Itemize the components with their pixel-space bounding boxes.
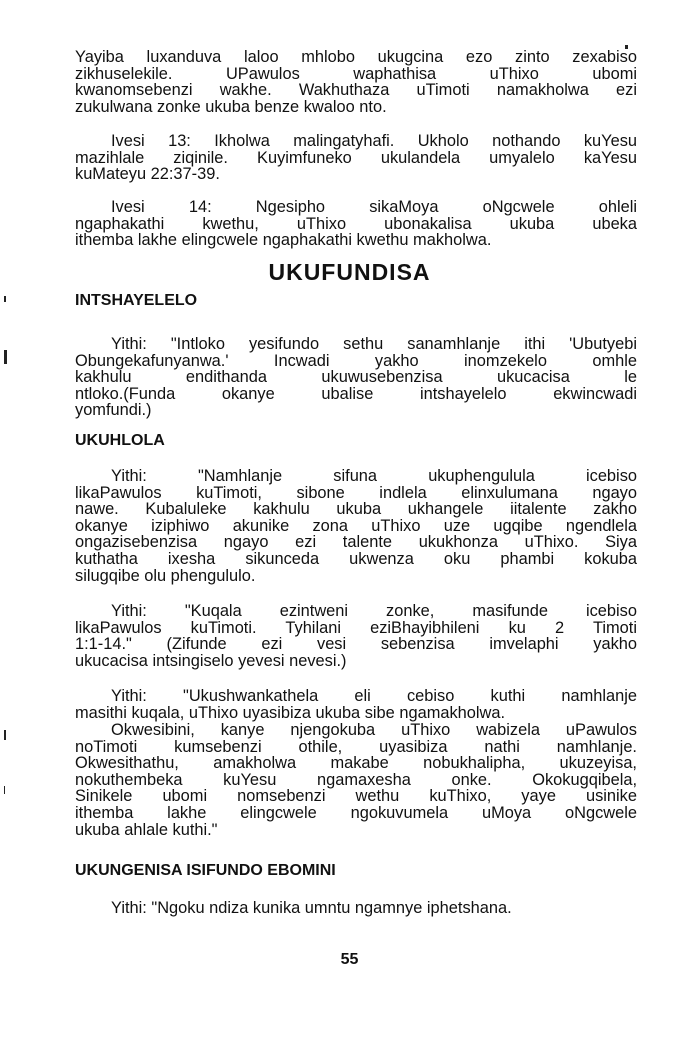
paragraph — [75, 468, 637, 584]
text-line: Okwesithathu, amakholwa makabe nobukhalipha, ukuzeyisa, — [75, 754, 637, 773]
text-line: nokuthembeka kuYesu ngamaxesha onke. Okokugqibela, — [75, 770, 637, 789]
paragraph-verse-13 — [75, 133, 637, 183]
section-title: UKUFUNDISA — [268, 259, 431, 285]
scan-margin-mark — [4, 730, 6, 740]
text-line: kwanomsebenzi wakhe. Wakhuthaza uTimoti namakholwa ezi — [75, 81, 637, 100]
text-line: Ivesi 14: Ngesipho sikaMoya oNgcwele ohleli — [111, 198, 637, 216]
text-line: nawe. Kubaluleke kakhulu ukuba ukhangele iitalente zakho — [75, 500, 637, 519]
text-line: Sinikele ubomi nomsebenzi wethu kuThixo, yaye usinike — [75, 787, 637, 806]
text-line: zikhuselekile. UPawulos waphathisa uThixo ubomi — [75, 64, 637, 83]
text-line: Yithi: "Kuqala ezintweni zonke, masifunde icebiso — [111, 602, 637, 620]
text-line: ntloko.(Funda okanye ubalise intshayelelo ekwincwadi — [75, 384, 637, 403]
paragraph — [75, 722, 637, 838]
text-line: silugqibe olu phengululo. — [75, 566, 256, 585]
text-line: kuMateyu 22:37-39. — [75, 165, 220, 184]
scan-margin-mark — [4, 786, 5, 794]
text-line: likaPawulos kuTimoti, sibone indlela elinxulumana ngayo — [75, 483, 637, 502]
paragraph-verse-14 — [75, 199, 637, 249]
scan-margin-mark — [4, 350, 7, 364]
text-line: Yithi: "Intloko yesifundo sethu sanamhlanje ithi 'Ubutyebi — [111, 335, 637, 353]
scan-margin-mark — [4, 296, 6, 302]
paragraph — [75, 688, 637, 721]
text-line: noTimoti kumsebenzi othile, uyasibiza nathi namhlanje. — [75, 737, 637, 756]
text-line: ngaphakathi kwethu, uThixo ubonakalisa ukuba ubeka — [75, 214, 637, 233]
text-line: likaPawulos kuTimoti. Tyhilani eziBhayibhileni ku 2 Timoti — [75, 618, 637, 637]
text-line: Yithi: "Namhlanje sifuna ukuphengulula icebiso — [111, 467, 637, 485]
text-line: ukucacisa intsingiselo yevesi nevesi.) — [75, 651, 347, 670]
text-line: Yayiba luxanduva laloo mhlobo ukugcina ezo zinto zexabiso — [75, 48, 637, 66]
text-line: masithi kuqala, uThixo uyasibiza ukuba sibe ngamakholwa. — [75, 703, 506, 722]
heading-explore: UKUHLOLA — [75, 432, 165, 449]
text-line: ukuba ahlale kuthi." — [75, 820, 218, 839]
page-number: 55 — [340, 951, 359, 968]
heading-introduction: INTSHAYELELO — [75, 292, 198, 309]
text-line: kakhulu endithanda ukuwusebenzisa ukucacisa le — [75, 368, 637, 387]
text-line: zukulwana zonke ukuba benze kwaloo nto. — [75, 97, 387, 116]
text-line: Ivesi 13: Ikholwa malingatyhafi. Ukholo nothando kuYesu — [111, 132, 637, 150]
paragraph — [75, 603, 637, 669]
text-line: 1:1-14." (Zifunde ezi vesi sebenzisa imvelaphi yakho — [75, 635, 637, 654]
text-line: Yithi: "Ukushwankathela eli cebiso kuthi namhlanje — [111, 687, 637, 705]
text-line: ongazisebenzisa ngayo ezi talente ukukhonza uThixo. Siya — [75, 533, 637, 552]
text-line: mazihlale ziqinile. Kuyimfuneko ukulandela umyalelo kaYesu — [75, 148, 637, 167]
paragraph-apply — [75, 900, 637, 917]
text-line: Yithi: "Ngoku ndiza kunika umntu ngamnye iphetshana. — [111, 899, 512, 917]
text-line: yomfundi.) — [75, 401, 152, 420]
paragraph — [75, 49, 637, 115]
text-line: kuthatha ixesha sikunceda ukwenza oku phambi kokuba — [75, 549, 637, 568]
text-line: Obungekafunyanwa.' Incwadi yakho inomzekelo omhle — [75, 351, 637, 370]
heading-apply: UKUNGENISA ISIFUNDO EBOMINI — [75, 862, 336, 879]
text-line: Okwesibini, kanye njengokuba uThixo wabizela uPawulos — [111, 721, 637, 739]
paragraph-introduction — [75, 336, 637, 419]
text-line: okanye iziphiwo akunike zona uThixo uze ugqibe ngendlela — [75, 516, 637, 535]
text-line: ithemba lakhe elingcwele ngokuvumela uMoya oNgcwele — [75, 803, 637, 822]
text-line: ithemba lakhe elingcwele ngaphakathi kwethu makholwa. — [75, 231, 492, 250]
